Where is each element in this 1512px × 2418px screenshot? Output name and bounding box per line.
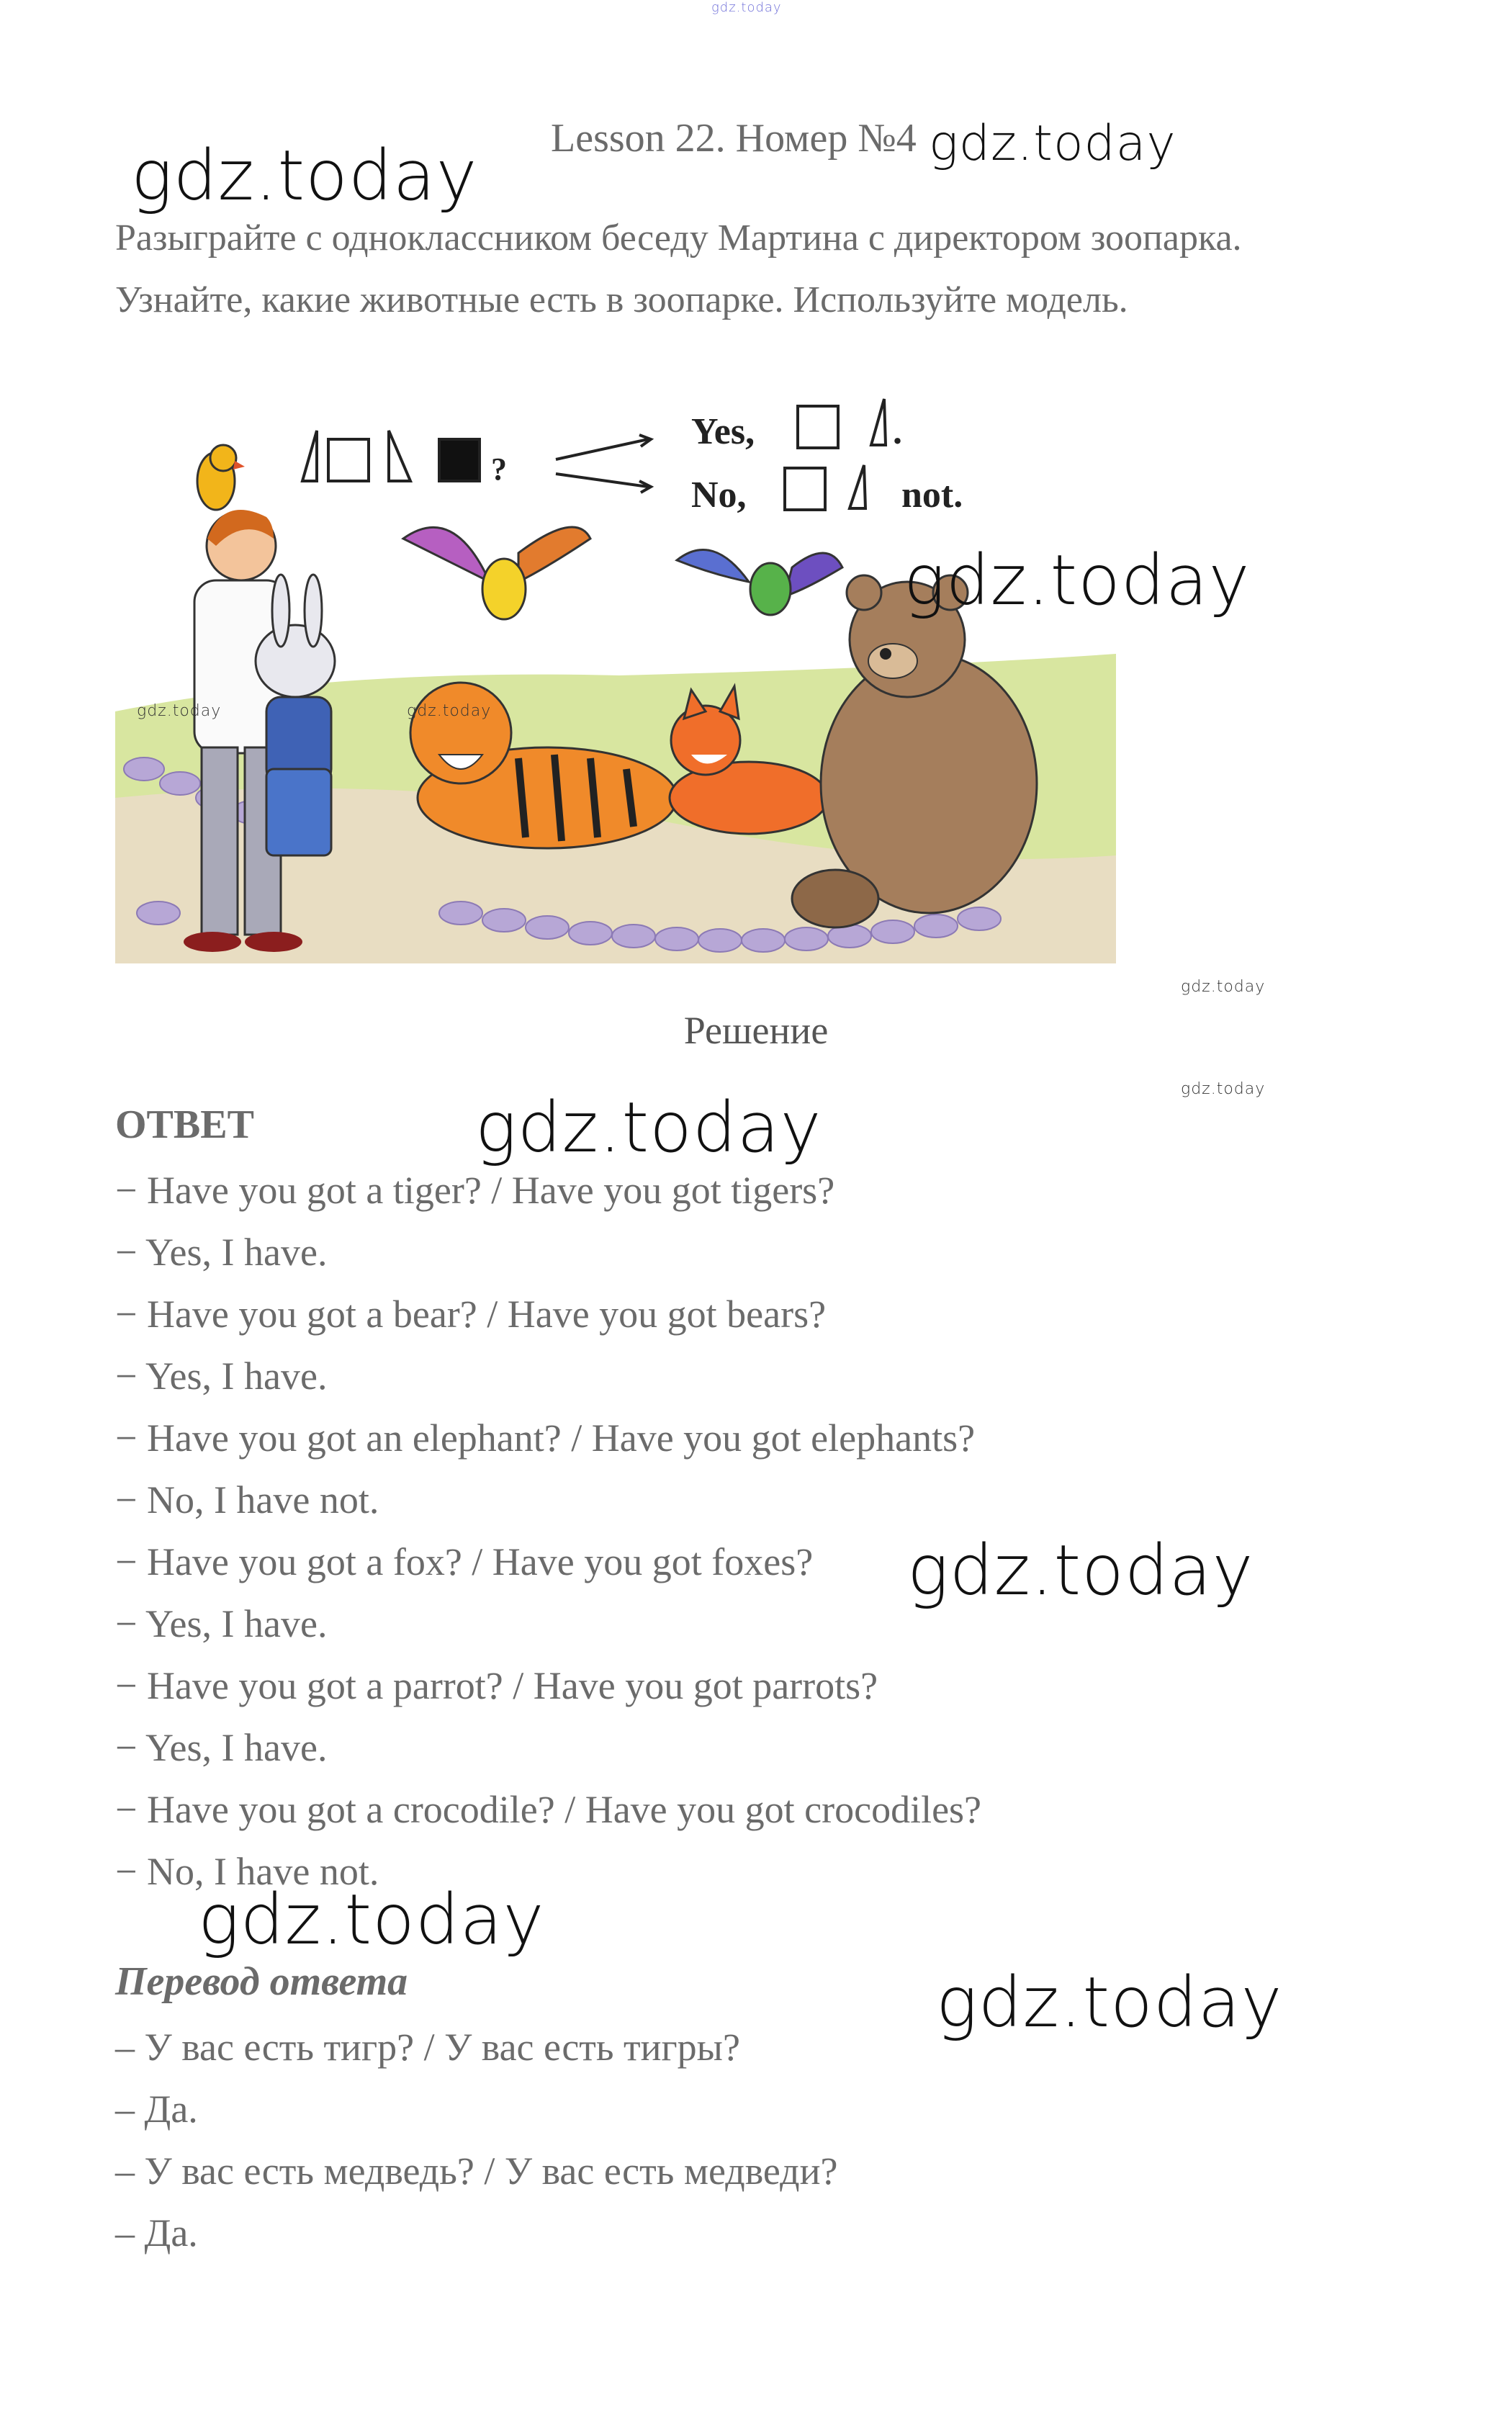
- parrot-on-shoulder: [197, 445, 245, 510]
- model-yes-text: Yes,: [691, 411, 755, 452]
- watermark: gdz.today: [475, 1087, 822, 1168]
- flying-parrot-left: [403, 527, 590, 619]
- top-watermark: gdz.today: [711, 0, 782, 15]
- answer-line: − Yes, I have.: [115, 1231, 328, 1274]
- svg-text:.: .: [893, 411, 902, 452]
- answer-line: − Have you got a crocodile? / Have you got crocodiles?: [115, 1788, 982, 1831]
- watermark-small: gdz.today: [1181, 978, 1266, 996]
- model-not-text: not.: [901, 475, 963, 516]
- model-question-mark: ?: [491, 451, 507, 487]
- answer-line: − No, I have not.: [115, 1850, 379, 1893]
- answer-line: − Yes, I have.: [115, 1354, 328, 1398]
- watermark: gdz.today: [904, 540, 1251, 621]
- answer-line: − Yes, I have.: [115, 1726, 328, 1769]
- watermark: gdz.today: [936, 1962, 1283, 2043]
- watermark: gdz.today: [131, 135, 478, 216]
- flying-parrot-right: [677, 549, 842, 615]
- answer-line: − Yes, I have.: [115, 1602, 328, 1645]
- translation-line: – Да.: [115, 2087, 198, 2131]
- watermark: gdz.today: [907, 1530, 1254, 1611]
- model-diagram: [302, 399, 886, 510]
- solution-heading: Решение: [683, 1009, 829, 1052]
- watermark-small: gdz.today: [137, 702, 222, 720]
- task-text: Разыграйте с одноклассником беседу Мартина с директором зоопарка. Узнайте, какие животные есть в зоопарке. Используйте модель.: [115, 217, 1242, 320]
- watermark-small: gdz.today: [1181, 1080, 1266, 1098]
- zoo-illustration: [115, 395, 1116, 963]
- translation-label: Перевод ответа: [115, 1959, 408, 2004]
- answer-line: − Have you got a fox? / Have you got foxes?: [115, 1540, 814, 1583]
- answer-line: − Have you got an elephant? / Have you got elephants?: [115, 1416, 976, 1460]
- watermark-small: gdz.today: [407, 702, 492, 720]
- answer-lines: [115, 1159, 981, 1902]
- page-title: Lesson 22. Номер №4: [551, 116, 917, 161]
- answer-line: − No, I have not.: [115, 1478, 379, 1522]
- model-no-text: No,: [691, 475, 747, 516]
- answer-line: − Have you got a tiger? / Have you got tigers?: [115, 1169, 835, 1212]
- translation-lines: [115, 2016, 838, 2264]
- answer-label: ОТВЕТ: [115, 1102, 254, 1147]
- watermark: gdz.today: [198, 1879, 545, 1960]
- answer-line: − Have you got a parrot? / Have you got parrots?: [115, 1664, 878, 1707]
- translation-line: – У вас есть тигр? / У вас есть тигры?: [115, 2026, 740, 2069]
- watermark: gdz.today: [929, 115, 1176, 172]
- bear-figure: [792, 575, 1037, 927]
- answer-line: − Have you got a bear? / Have you got bears?: [115, 1293, 827, 1336]
- translation-line: – У вас есть медведь? / У вас есть медведи?: [115, 2149, 838, 2193]
- translation-line: – Да.: [115, 2211, 198, 2255]
